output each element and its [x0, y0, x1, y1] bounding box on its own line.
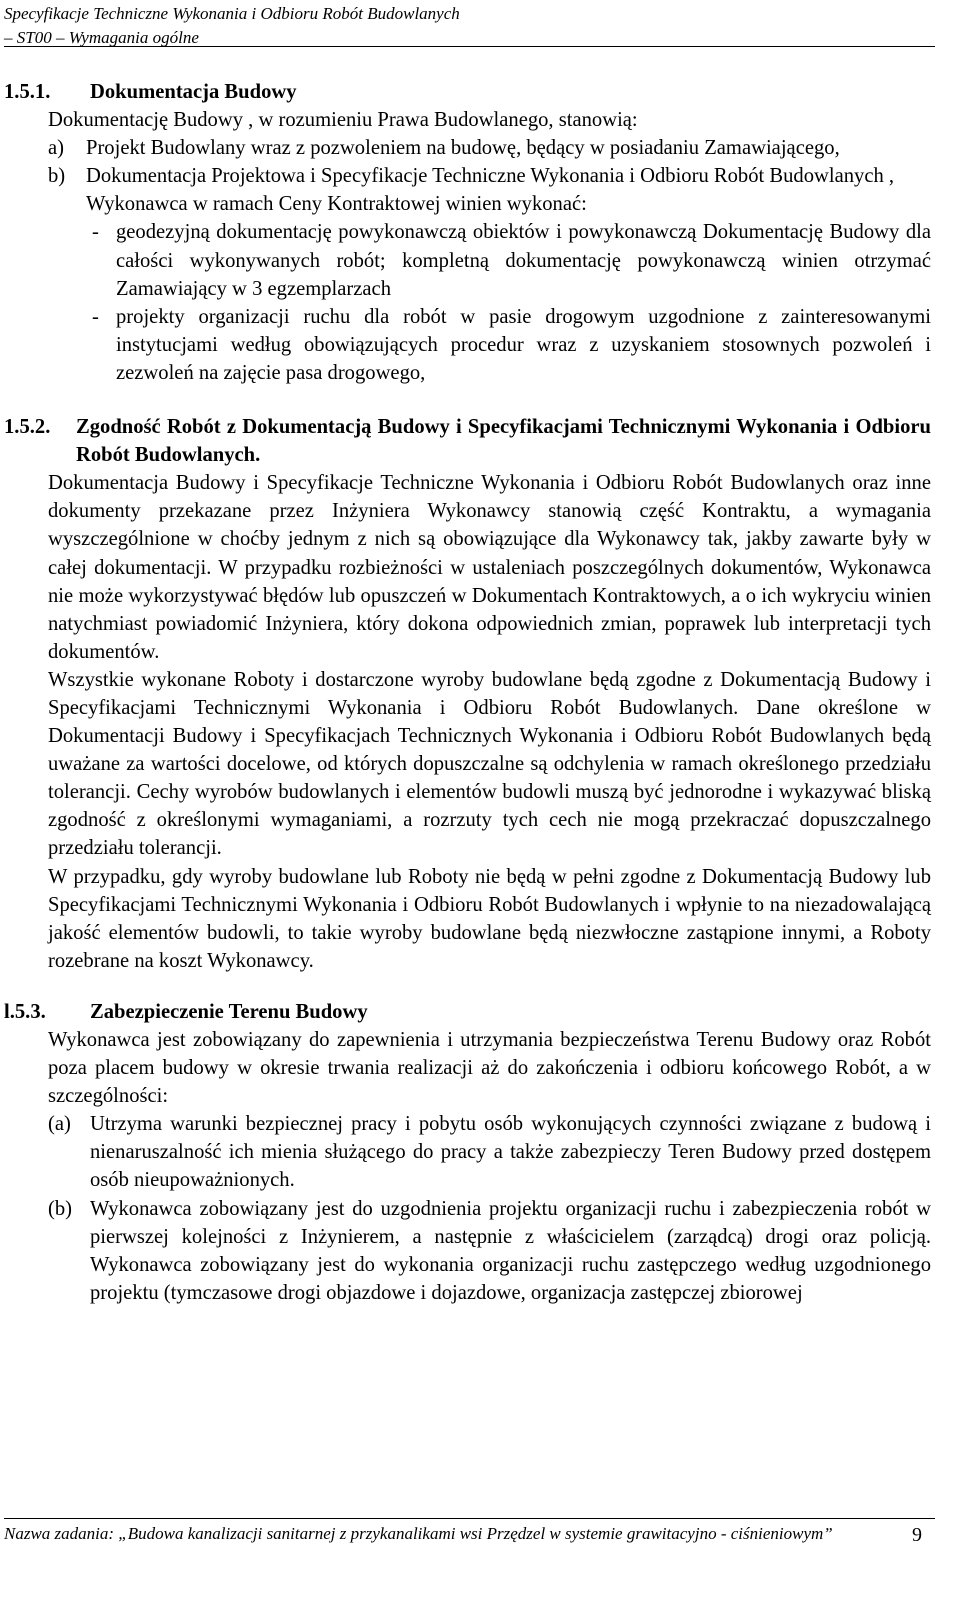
list-item-text: Dokumentacja Projektowa i Specyfikacje Techniczne Wykonania i Odbioru Robót Budowlanych ,	[86, 165, 895, 188]
section-heading	[4, 78, 931, 106]
list-marker: -	[92, 221, 105, 244]
footer-rule	[4, 1518, 935, 1519]
footer-task-name: Nazwa zadania: „Budowa kanalizacji sanitarnej z przykanalikami wsi Przędzel w systemie grawitacyjno - ciśnieniowym”	[4, 1524, 833, 1543]
list-item	[86, 218, 931, 302]
list-item	[48, 1110, 931, 1194]
paragraph: Wykonawca jest zobowiązany do zapewnienia i utrzymania bezpieczeństwa Terenu Budowy oraz Robót poza placem budowy w okresie trwania realizacji aż do zakończenia i odbioru końcowego Robót, a w szczególności:	[48, 1029, 931, 1108]
list-item	[48, 162, 931, 190]
paragraph: Dokumentację Budowy , w rozumieniu Prawa Budowlanego, stanowią:	[48, 109, 638, 132]
list-item-text: geodezyjną dokumentację powykonawczą obiektów i powykonawczą Dokumentację Budowy dla całości wykonywanych robót; kompletną dokumentację powykonawczą winien otrzymać Zamawiający w 3 egzemplarzach	[116, 221, 931, 300]
document-content	[4, 78, 931, 1307]
list-item-text: Utrzyma warunki bezpiecznej pracy i pobytu osób wykonujących czynności związane z budową i nienaruszalność ich mienia służącego do pracy a także zabezpieczy Teren Budowy przed dostępem osób nieupoważnionych.	[90, 1113, 931, 1192]
header-title: Specyfikacje Techniczne Wykonania i Odbioru Robót Budowlanych	[4, 4, 460, 23]
section-number: l.5.3.	[4, 1000, 46, 1023]
section-title: Zabezpieczenie Terenu Budowy	[90, 1000, 368, 1023]
list-item	[48, 134, 931, 162]
section-heading	[4, 413, 931, 469]
section-body	[48, 106, 931, 387]
list-item-text: Wykonawca zobowiązany jest do uzgodnienia projektu organizacji ruchu i zabezpieczenia robót w pierwszej kolejności z Inżynierem, a następnie z właścicielem (zarządcą) drogi oraz policją. Wykonawca zobowiązany jest do wykonania organizacji ruchu zastępczego według uzgodnionego projektu (tymczasowe drogi objazdowe i dojazdowe, organizacja zastępczej zbiorowej	[90, 1197, 931, 1304]
section-heading	[4, 998, 931, 1026]
section-body	[48, 1026, 931, 1307]
list-marker: b)	[48, 165, 66, 188]
section-body	[48, 469, 931, 975]
section-number: 1.5.1.	[4, 81, 51, 103]
list-marker: (a)	[48, 1113, 71, 1136]
page-number: 9	[912, 1524, 922, 1546]
list-item-text: Projekt Budowlany wraz z pozwoleniem na budowę, będący w posiadaniu Zamawiającego,	[86, 137, 840, 160]
section-title: Dokumentacja Budowy	[90, 81, 297, 103]
running-header	[4, 2, 460, 50]
list-marker: -	[92, 305, 105, 328]
paragraph: Dokumentacja Budowy i Specyfikacje Techniczne Wykonania i Odbioru Robót Budowlanych oraz inne dokumenty przekazane przez Inżyniera Wykonawcy stanowią część Kontraktu, a wymagania wyszczególnione w choćby jednym z nich są obowiązujące dla Wykonawcy tak, jakby zawarte były w całej dokumentacji. W przypadku rozbieżności w ustaleniach poszczególnych dokumentów, Wykonawca nie może wykorzystywać błędów lub opuszczeń w Dokumentach Kontraktowych, a o ich wykryciu winien natychmiast powiadomić Inżyniera, który dokona odpowiednich zmian, poprawek lub interpretacji tych dokumentów.	[48, 472, 931, 663]
list-item	[86, 303, 931, 387]
paragraph: Wykonawca w ramach Ceny Kontraktowej winien wykonać:	[86, 193, 587, 216]
list-item	[48, 1195, 931, 1307]
list-marker: a)	[48, 137, 64, 160]
header-rule	[4, 46, 935, 47]
list-item-text: projekty organizacji ruchu dla robót w pasie drogowym uzgodnione z zainteresowanymi instytucjami według obowiązujących procedur wraz z uzyskaniem stosownych pozwoleń i zezwoleń na zajęcie pasa drogowego,	[116, 305, 931, 384]
paragraph: Wszystkie wykonane Roboty i dostarczone wyroby budowlane będą zgodne z Dokumentacją Budowy i Specyfikacjami Technicznymi Wykonania i Odbioru Robót Budowlanych. Dane określone w Dokumentacji Budowy i Specyfikacjach Technicznych Wykonania i Odbioru Robót Budowlanych będą uważane za wartości docelowe, od których dopuszczalne są odchylenia w ramach określonego przedziału tolerancji. Cechy wyrobów budowlanych i elementów budowli muszą być jednorodne i wykazywać bliską zgodność z określonymi wymaganiami, a rozrzuty tych cech nie mogą przekraczać dopuszczalnego przedziału tolerancji.	[48, 668, 931, 860]
section-title: Zgodność Robót z Dokumentacją Budowy i Specyfikacjami Technicznymi Wykonania i Odbioru Robót Budowlanych.	[76, 416, 931, 467]
section-number: 1.5.2.	[4, 416, 51, 439]
header-subtitle: – ST00 – Wymagania ogólne	[4, 28, 199, 47]
paragraph: W przypadku, gdy wyroby budowlane lub Roboty nie będą w pełni zgodne z Dokumentacją Budowy lub Specyfikacjami Technicznymi Wykonania i Odbioru Robót Budowlanych i wpłynie to na niezadowalającą jakość elementów budowli, to takie wyroby budowlane będą niezwłoczne zastąpione innymi, a Roboty rozebrane na koszt Wykonawcy.	[48, 865, 931, 972]
list-marker: (b)	[48, 1197, 73, 1220]
